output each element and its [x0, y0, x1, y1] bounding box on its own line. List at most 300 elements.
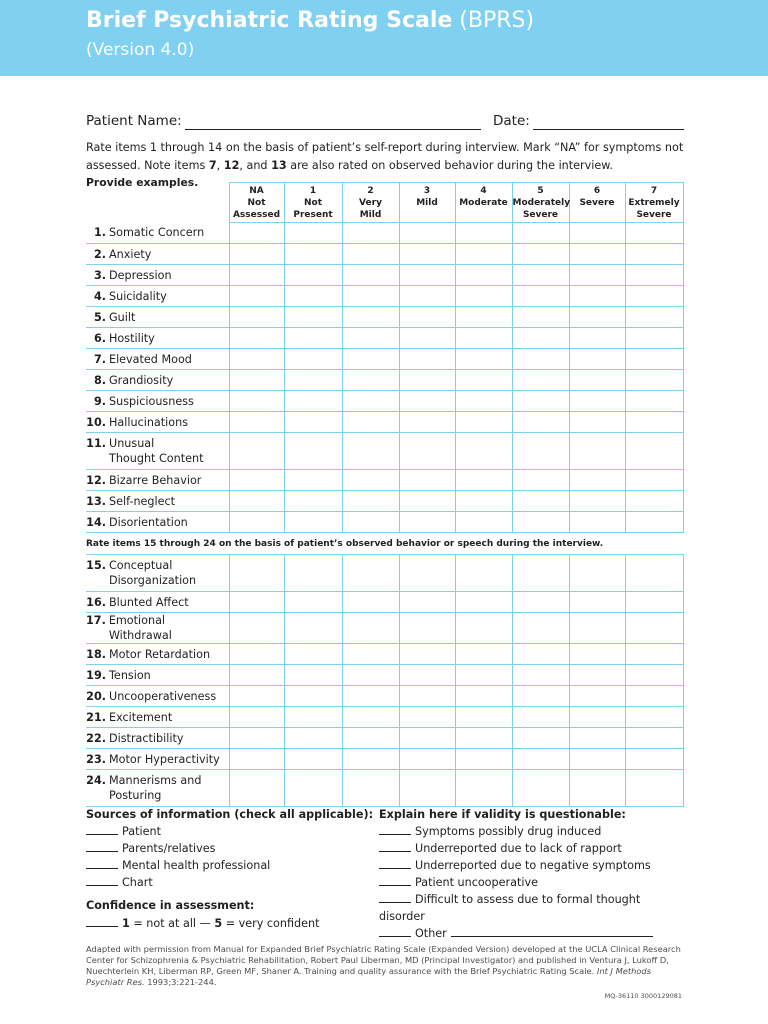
rating-cell[interactable] — [399, 665, 455, 686]
item-name — [109, 752, 220, 767]
rating-cell[interactable] — [512, 592, 569, 613]
rating-cell[interactable] — [455, 307, 512, 328]
rating-cell[interactable] — [625, 391, 683, 412]
rating-cell[interactable] — [455, 412, 512, 433]
rating-cell[interactable] — [569, 265, 625, 286]
rating-cell[interactable] — [284, 707, 342, 728]
item-name — [109, 310, 135, 325]
rating-cell[interactable] — [229, 512, 284, 533]
column-header-line: Extremely — [628, 198, 680, 208]
rating-cell[interactable] — [625, 307, 683, 328]
rating-cell[interactable] — [229, 307, 284, 328]
item-name — [109, 668, 151, 683]
rating-cell[interactable] — [512, 512, 569, 533]
item-number: 23. — [86, 752, 106, 766]
item-name — [109, 415, 188, 430]
rating-cell[interactable] — [284, 491, 342, 512]
rating-cell[interactable] — [455, 223, 512, 244]
rating-cell[interactable] — [399, 686, 455, 707]
rating-cell[interactable] — [512, 244, 569, 265]
rating-cell[interactable] — [512, 370, 569, 391]
item-row — [86, 286, 683, 307]
rating-cell[interactable] — [569, 770, 625, 807]
rating-cell[interactable] — [399, 728, 455, 749]
rating-cell[interactable] — [399, 491, 455, 512]
column-header-line: Severe — [522, 210, 559, 220]
column-header-line: Moderate — [459, 198, 508, 208]
rating-cell[interactable] — [399, 770, 455, 807]
item-row — [86, 391, 683, 412]
item-label — [86, 770, 229, 807]
rating-cell[interactable] — [455, 328, 512, 349]
rating-cell[interactable] — [284, 223, 342, 244]
rating-cell[interactable] — [342, 613, 399, 644]
rating-cell[interactable] — [455, 433, 512, 470]
rating-cell[interactable] — [569, 644, 625, 665]
rating-cell[interactable] — [569, 592, 625, 613]
item-name — [109, 710, 172, 725]
validity-other-field[interactable] — [451, 926, 653, 937]
rating-cell[interactable] — [455, 613, 512, 644]
column-header-line: NA — [249, 186, 264, 196]
rating-cell[interactable] — [284, 307, 342, 328]
rating-cell[interactable] — [455, 370, 512, 391]
confidence-field[interactable] — [86, 916, 118, 927]
rating-cell[interactable] — [625, 749, 683, 770]
rating-cell[interactable] — [455, 665, 512, 686]
item-number: 16. — [86, 595, 106, 609]
validity-checkbox[interactable] — [379, 858, 411, 869]
rating-cell[interactable] — [399, 391, 455, 412]
item-label — [86, 307, 229, 328]
item-label — [86, 370, 229, 391]
item-label — [86, 286, 229, 307]
confidence-min: 1 — [122, 917, 130, 930]
rating-cell[interactable] — [455, 349, 512, 370]
item-number: 19. — [86, 668, 106, 682]
item-name — [109, 247, 151, 262]
rating-cell[interactable] — [569, 613, 625, 644]
item-number: 6. — [93, 331, 106, 345]
rating-cell[interactable] — [229, 555, 284, 592]
rating-cell[interactable] — [229, 665, 284, 686]
item-name-line: Anxiety — [109, 247, 152, 261]
rating-cell[interactable] — [342, 307, 399, 328]
rating-cell[interactable] — [569, 491, 625, 512]
header-banner — [0, 0, 768, 76]
rating-cell[interactable] — [284, 286, 342, 307]
rating-cell[interactable] — [512, 644, 569, 665]
item-number: 14. — [86, 515, 106, 529]
rating-cell[interactable] — [512, 665, 569, 686]
rating-cell[interactable] — [569, 286, 625, 307]
rating-cell[interactable] — [229, 707, 284, 728]
rating-cell[interactable] — [229, 349, 284, 370]
rating-cell[interactable] — [284, 349, 342, 370]
rating-cell[interactable] — [284, 686, 342, 707]
rating-cell[interactable] — [569, 244, 625, 265]
rating-cell[interactable] — [512, 613, 569, 644]
page-title — [86, 8, 534, 33]
source-item — [86, 823, 376, 840]
source-checkbox[interactable] — [86, 824, 118, 835]
validity-label: Difficult to assess due to formal thought disorder — [379, 893, 641, 923]
rating-cell[interactable] — [512, 555, 569, 592]
rating-cell[interactable] — [399, 592, 455, 613]
rating-cell[interactable] — [342, 349, 399, 370]
rating-cell[interactable] — [512, 265, 569, 286]
item-name — [109, 289, 167, 304]
rating-cell[interactable] — [342, 686, 399, 707]
rating-cell[interactable] — [342, 412, 399, 433]
source-item — [86, 874, 376, 891]
rating-cell[interactable] — [284, 728, 342, 749]
rating-cell[interactable] — [399, 433, 455, 470]
rating-cell[interactable] — [512, 686, 569, 707]
rating-cell[interactable] — [229, 491, 284, 512]
item-name-line: Guilt — [109, 310, 136, 324]
rating-cell[interactable] — [569, 707, 625, 728]
rating-cell[interactable] — [512, 223, 569, 244]
rating-cell[interactable] — [399, 644, 455, 665]
rating-cell[interactable] — [342, 491, 399, 512]
rating-cell[interactable] — [455, 686, 512, 707]
rating-cell[interactable] — [229, 244, 284, 265]
column-header-line: 5 — [537, 186, 544, 196]
rating-cell[interactable] — [229, 686, 284, 707]
rating-cell[interactable] — [284, 244, 342, 265]
rating-cell[interactable] — [512, 770, 569, 807]
rating-cell[interactable] — [399, 349, 455, 370]
rating-cell[interactable] — [284, 512, 342, 533]
rating-cell[interactable] — [342, 265, 399, 286]
rating-cell[interactable] — [455, 728, 512, 749]
rating-cell[interactable] — [455, 244, 512, 265]
rating-cell[interactable] — [399, 286, 455, 307]
item-number: 9. — [93, 394, 106, 408]
rating-cell[interactable] — [625, 728, 683, 749]
rating-cell[interactable] — [342, 512, 399, 533]
rating-cell[interactable] — [342, 244, 399, 265]
item-row — [86, 592, 683, 613]
rating-cell[interactable] — [284, 328, 342, 349]
rating-cell[interactable] — [625, 592, 683, 613]
rating-cell[interactable] — [512, 286, 569, 307]
patient-name-field[interactable] — [185, 129, 481, 130]
rating-cell[interactable] — [569, 349, 625, 370]
rating-cell[interactable] — [455, 644, 512, 665]
rating-cell[interactable] — [625, 223, 683, 244]
item-label — [86, 644, 229, 665]
rating-column-header — [229, 183, 284, 223]
item-number: 8. — [93, 373, 106, 387]
rating-cell[interactable] — [625, 349, 683, 370]
rating-cell[interactable] — [399, 370, 455, 391]
rating-cell[interactable] — [512, 707, 569, 728]
instructions-text-2: are also rated on observed behavior during the interview. — [286, 159, 613, 172]
rating-header-row — [86, 183, 683, 223]
rating-cell[interactable] — [625, 328, 683, 349]
item-label — [86, 592, 229, 613]
rating-cell[interactable] — [399, 265, 455, 286]
column-header-line: 3 — [423, 186, 431, 196]
rating-cell[interactable] — [569, 665, 625, 686]
rating-cell[interactable] — [284, 770, 342, 807]
item-name-line: Excitement — [109, 710, 173, 724]
rating-cell[interactable] — [284, 370, 342, 391]
rating-cell[interactable] — [229, 770, 284, 807]
rating-cell[interactable] — [342, 286, 399, 307]
rating-cell[interactable] — [455, 391, 512, 412]
rating-column-header — [625, 183, 683, 223]
rating-cell[interactable] — [229, 749, 284, 770]
item-label — [86, 749, 229, 770]
rating-cell[interactable] — [569, 328, 625, 349]
rating-cell[interactable] — [399, 707, 455, 728]
rating-cell[interactable] — [284, 412, 342, 433]
patient-name-label: Patient Name: — [86, 113, 182, 129]
rating-cell[interactable] — [569, 307, 625, 328]
rating-cell[interactable] — [284, 470, 342, 491]
rating-cell[interactable] — [625, 433, 683, 470]
item-name — [109, 394, 194, 409]
validity-list — [379, 823, 689, 925]
rating-cell[interactable] — [342, 391, 399, 412]
rating-cell[interactable] — [512, 328, 569, 349]
rating-cell[interactable] — [342, 707, 399, 728]
rating-cell[interactable] — [625, 644, 683, 665]
rating-cell[interactable] — [399, 613, 455, 644]
rating-cell[interactable] — [342, 370, 399, 391]
item-row — [86, 707, 683, 728]
item-name-line: Self-neglect — [109, 494, 176, 508]
rating-cell[interactable] — [229, 470, 284, 491]
rating-cell[interactable] — [569, 728, 625, 749]
column-header-line: 1 — [309, 186, 317, 196]
validity-checkbox[interactable] — [379, 875, 411, 886]
rating-cell[interactable] — [284, 613, 342, 644]
rating-cell[interactable] — [229, 728, 284, 749]
item-name-line: Disorientation — [109, 515, 188, 529]
rating-cell[interactable] — [569, 433, 625, 470]
rating-cell[interactable] — [512, 470, 569, 491]
item-name-line: Distractibility — [109, 731, 184, 745]
item-name-line: Motor Retardation — [109, 647, 211, 661]
rating-cell[interactable] — [284, 433, 342, 470]
validity-checkbox[interactable] — [379, 824, 411, 835]
rating-cell[interactable] — [512, 728, 569, 749]
item-row — [86, 749, 683, 770]
item-number: 12. — [86, 473, 106, 487]
validity-label: Symptoms possibly drug induced — [415, 825, 602, 838]
rating-cell[interactable] — [399, 244, 455, 265]
rating-cell[interactable] — [284, 665, 342, 686]
rating-cell[interactable] — [512, 412, 569, 433]
source-checkbox[interactable] — [86, 841, 118, 852]
rating-cell[interactable] — [512, 349, 569, 370]
rating-cell[interactable] — [455, 491, 512, 512]
rating-cell[interactable] — [399, 412, 455, 433]
rating-cell[interactable] — [342, 770, 399, 807]
validity-checkbox[interactable] — [379, 841, 411, 852]
rating-cell[interactable] — [625, 686, 683, 707]
confidence-min-text: = not at all — — [129, 917, 215, 930]
rating-cell[interactable] — [625, 512, 683, 533]
provide-examples-label: Provide examples. — [86, 176, 199, 189]
column-header-line: 4 — [480, 186, 487, 196]
validity-other-checkbox[interactable] — [379, 926, 411, 937]
column-header-line: Severe — [579, 198, 615, 208]
rating-cell[interactable] — [512, 433, 569, 470]
item-label — [86, 491, 229, 512]
rating-cell[interactable] — [569, 555, 625, 592]
source-label: Patient — [122, 825, 161, 838]
rating-cell[interactable] — [512, 749, 569, 770]
rating-cell[interactable] — [399, 470, 455, 491]
rating-cell[interactable] — [229, 370, 284, 391]
item-name — [109, 473, 201, 488]
item-number: 21. — [86, 710, 106, 724]
footer-citation — [86, 944, 686, 988]
rating-cell[interactable] — [569, 412, 625, 433]
rating-cell[interactable] — [399, 328, 455, 349]
item-name — [109, 494, 175, 509]
rating-cell[interactable] — [625, 370, 683, 391]
rating-cell[interactable] — [455, 512, 512, 533]
source-item — [86, 857, 376, 874]
source-checkbox[interactable] — [86, 875, 118, 886]
rating-cell[interactable] — [512, 307, 569, 328]
source-checkbox[interactable] — [86, 858, 118, 869]
rating-cell[interactable] — [625, 770, 683, 807]
date-field[interactable] — [533, 129, 684, 130]
confidence-row — [86, 916, 320, 930]
rating-cell[interactable] — [229, 265, 284, 286]
rating-cell[interactable] — [284, 749, 342, 770]
rating-cell[interactable] — [455, 265, 512, 286]
rating-cell[interactable] — [625, 707, 683, 728]
rating-cell[interactable] — [342, 223, 399, 244]
rating-cell[interactable] — [284, 592, 342, 613]
rating-cell[interactable] — [229, 644, 284, 665]
item-name-line: Tension — [109, 668, 151, 682]
rating-cell[interactable] — [625, 491, 683, 512]
column-header-line: Very — [359, 198, 382, 208]
item-name — [109, 558, 196, 588]
rating-cell[interactable] — [625, 555, 683, 592]
item-row — [86, 412, 683, 433]
rating-cell[interactable] — [625, 244, 683, 265]
rating-cell[interactable] — [625, 665, 683, 686]
source-label: Mental health professional — [122, 859, 271, 872]
rating-cell[interactable] — [229, 412, 284, 433]
rating-cell[interactable] — [229, 613, 284, 644]
sources-heading: Sources of information (check all applicable): — [86, 808, 374, 821]
rating-cell[interactable] — [625, 412, 683, 433]
rating-cell[interactable] — [569, 223, 625, 244]
rating-cell[interactable] — [399, 512, 455, 533]
item-row — [86, 370, 683, 391]
rating-cell[interactable] — [569, 512, 625, 533]
item-number: 18. — [86, 647, 106, 661]
rating-cell[interactable] — [625, 470, 683, 491]
instructions — [86, 139, 686, 175]
rating-cell[interactable] — [455, 770, 512, 807]
rating-cell[interactable] — [399, 555, 455, 592]
rating-cell[interactable] — [625, 265, 683, 286]
rating-cell[interactable] — [455, 707, 512, 728]
rating-cell[interactable] — [284, 265, 342, 286]
rating-cell[interactable] — [342, 433, 399, 470]
rating-cell[interactable] — [342, 749, 399, 770]
rating-cell[interactable] — [229, 592, 284, 613]
rating-cell[interactable] — [342, 470, 399, 491]
rating-cell[interactable] — [342, 328, 399, 349]
instructions-item-13: 13 — [271, 159, 287, 172]
rating-cell[interactable] — [455, 286, 512, 307]
rating-cell[interactable] — [399, 307, 455, 328]
rating-cell[interactable] — [229, 286, 284, 307]
rating-cell[interactable] — [284, 391, 342, 412]
rating-cell[interactable] — [284, 644, 342, 665]
rating-cell[interactable] — [512, 491, 569, 512]
rating-cell[interactable] — [229, 223, 284, 244]
validity-item — [379, 840, 689, 857]
rating-cell[interactable] — [569, 470, 625, 491]
rating-cell[interactable] — [342, 555, 399, 592]
rating-cell[interactable] — [229, 433, 284, 470]
rating-cell[interactable] — [284, 555, 342, 592]
item-name-line: Emotional Withdrawal — [108, 614, 172, 642]
version-label: (Version 4.0) — [86, 40, 195, 60]
validity-checkbox[interactable] — [379, 892, 411, 903]
rating-cell[interactable] — [455, 470, 512, 491]
rating-cell[interactable] — [455, 555, 512, 592]
rating-column-header — [342, 183, 399, 223]
rating-cell[interactable] — [625, 286, 683, 307]
item-name — [109, 731, 183, 746]
rating-cell[interactable] — [455, 592, 512, 613]
date-label: Date: — [493, 113, 530, 129]
footer-journal: Int J Methods Psychiatr Res. — [86, 966, 652, 987]
item-name-line: Uncooperativeness — [109, 689, 217, 703]
rating-cell[interactable] — [342, 665, 399, 686]
rating-cell[interactable] — [229, 391, 284, 412]
rating-column-header — [569, 183, 625, 223]
validity-item — [379, 823, 689, 840]
rating-cell[interactable] — [229, 328, 284, 349]
rating-cell[interactable] — [512, 391, 569, 412]
item-name — [109, 515, 188, 530]
rating-cell[interactable] — [342, 644, 399, 665]
column-header-line: Present — [293, 210, 333, 220]
item-number: 17. — [86, 614, 106, 627]
rating-cell[interactable] — [455, 749, 512, 770]
column-header-line: 7 — [650, 186, 658, 196]
rating-cell[interactable] — [625, 613, 683, 644]
rating-cell[interactable] — [399, 749, 455, 770]
rating-cell[interactable] — [342, 592, 399, 613]
rating-cell[interactable] — [569, 686, 625, 707]
item-label — [86, 512, 229, 533]
rating-cell[interactable] — [569, 391, 625, 412]
rating-cell[interactable] — [569, 749, 625, 770]
item-label — [86, 433, 229, 470]
rating-cell[interactable] — [399, 223, 455, 244]
item-label — [86, 686, 229, 707]
rating-cell[interactable] — [342, 728, 399, 749]
rating-cell[interactable] — [569, 370, 625, 391]
